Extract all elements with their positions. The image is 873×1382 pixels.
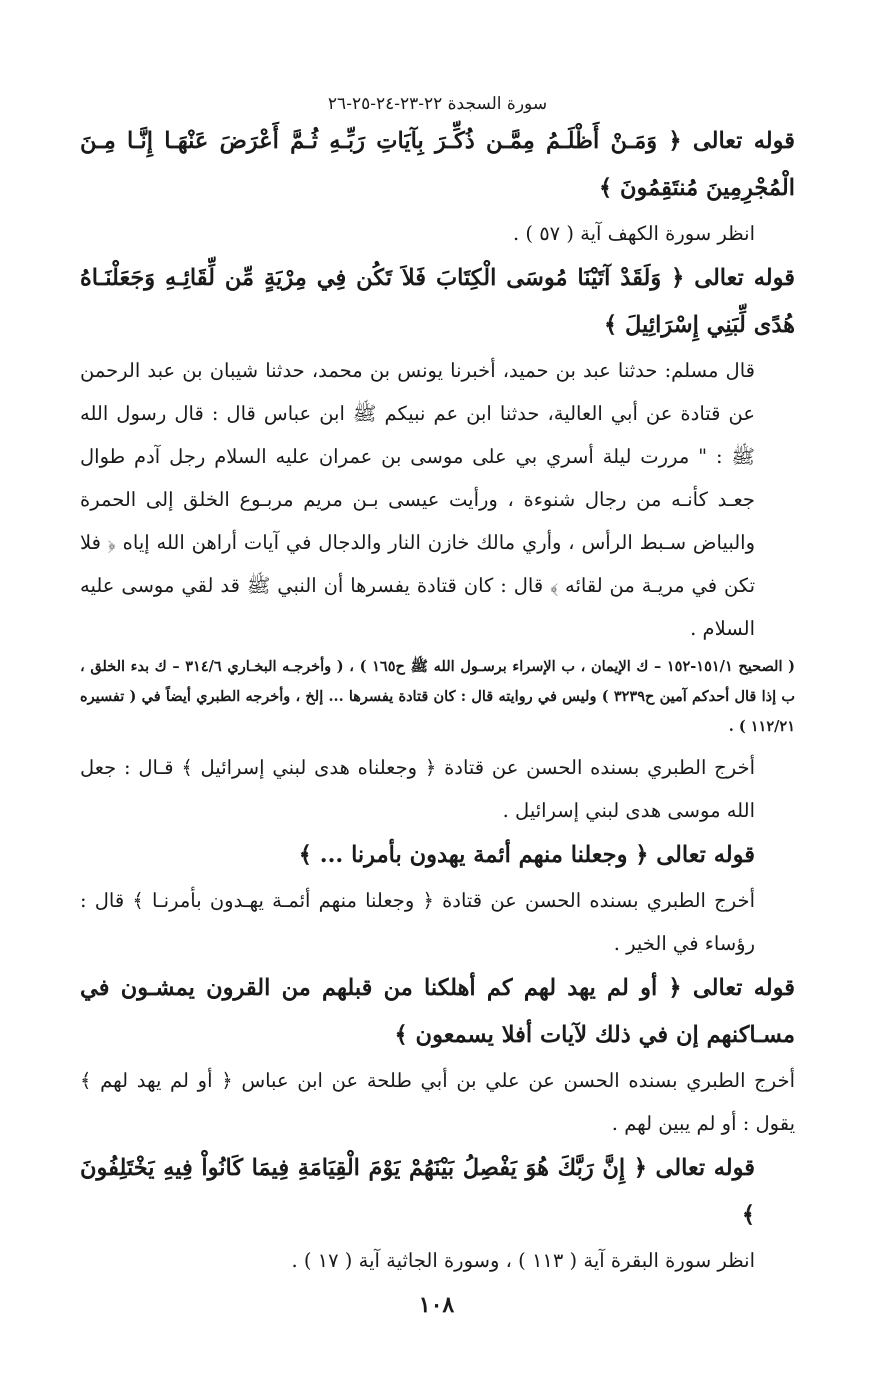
- verse-heading: قوله تعالى ﴿ وَمَـنْ أَظْلَـمُ مِمَّـن ذُكِّـرَ بِآيَاتِ رَبِّـهِ ثُـمَّ أَعْرَضَ عَنْهَـا إِنَّـا مِـنَ الْمُجْرِمِينَ مُنتَقِمُونَ ﴾: [80, 128, 795, 201]
- page-header: سورة السجدة ٢٢-٢٣-٢٤-٢٥-٢٦: [327, 94, 548, 114]
- commentary-paragraph: انظر سورة البقرة آية ( ١١٣ ) ، وسورة الجاثية آية ( ١٧ ) .: [291, 1249, 755, 1272]
- page-number: ١٠٨: [418, 1292, 455, 1318]
- reference-note: ( الصحيح ١٥١/١-١٥٢ – ك الإيمان ، ب الإسراء برسـول الله ﷺ ح١٦٥ ) ، ( وأخرجـه البخـاري ٣١٤/٦ – ك بدء الخلق ، ب إذا قال أحدكم آمين ح٣٢٣٩ ) وليس في روايته قال : كان قتادة يفسرها ... إلخ ، وأخرجه الطبري أيضاً في ( تفسيره ١١٢/٢١ ) .: [80, 658, 795, 735]
- commentary-paragraph: انظر سورة الكهف آية ( ٥٧ ) .: [512, 222, 755, 245]
- verse-heading: قوله تعالى ﴿ وجعلنا منهم أئمة يهدون بأمرنا ... ﴾: [298, 842, 755, 868]
- verse-heading: قوله تعالى ﴿ وَلَقَدْ آتَيْنَا مُوسَى الْكِتَابَ فَلاَ تَكُن فِي مِرْيَةٍ مِّن لِّقَائِـهِ وَجَعَلْنَـاهُ هُدًى لِّبَنِي إِسْرَائِيلَ ﴾: [80, 265, 795, 338]
- hadith-paragraph: قال مسلم: حدثنا عبد بن حميد، أخبرنا يونس بن محمد، حدثنا شيبان بن عبد الرحمن عن قتادة عن أبي العالية، حدثنا ابن عم نبيكم ﷺ ابن عباس قال : قال رسول الله ﷺ : " مررت ليلة أسري بي على موسى بن عمران عليه السلام رجل آدم طوال جعـد كأنـه من رجال شنوءة ، ورأيت عيسى بـن مريم مربـوع الخلق إلى الحمرة والبياض سـبط الرأس ، وأري مالك خازن النار والدجال في آيات أراهن الله إياه ﴿ فلا تكن في مريـة من لقائه ﴾ قال : كان قتادة يفسرها أن النبي ﷺ قد لقي موسى عليه السلام .: [80, 359, 755, 640]
- commentary-paragraph: أخرج الطبري بسنده الحسن عن علي بن أبي طلحة عن ابن عباس ﴿ أو لم يهد لهم ﴾ يقول : أو لم يبين لهم .: [80, 1069, 795, 1135]
- verse-heading: قوله تعالى ﴿ أو لم يهد لهم كم أهلكنا من قبلهم من القرون يمشـون في مسـاكنهم إن في ذلك لآيات أفلا يسمعون ﴾: [80, 975, 795, 1048]
- commentary-paragraph: أخرج الطبري بسنده الحسن عن قتادة ﴿ وجعلنا منهم أئمـة يهـدون بأمرنـا ﴾ قال : رؤساء في الخير .: [80, 889, 755, 955]
- verse-heading: قوله تعالى ﴿ إِنَّ رَبَّكَ هُوَ يَفْصِلُ بَيْنَهُمْ يَوْمَ الْقِيَامَةِ فِيمَا كَانُواْ فِيهِ يَخْتَلِفُونَ ﴾: [80, 1155, 755, 1228]
- page-body: [80, 92, 795, 1282]
- commentary-paragraph: أخرج الطبري بسنده الحسن عن قتادة ﴿ وجعلناه هدى لبني إسرائيل ﴾ قـال : جعل الله موسى هدى لبني إسرائيل .: [80, 756, 755, 822]
